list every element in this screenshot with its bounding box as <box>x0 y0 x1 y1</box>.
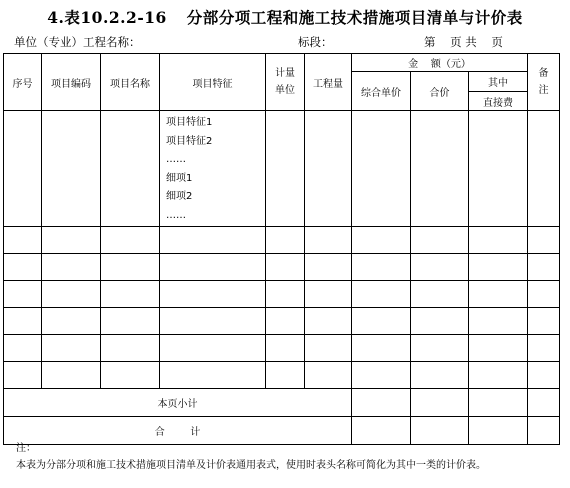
page-subtotal-row <box>4 389 560 417</box>
document-title <box>0 6 570 28</box>
table-row <box>4 308 560 335</box>
header-direct-cost: 直接费 <box>469 92 528 111</box>
header-total: 合价 <box>411 72 469 111</box>
header-remark: 备注 <box>528 54 560 111</box>
table-row <box>4 335 560 362</box>
header-name: 项目名称 <box>101 54 160 111</box>
section-label: 标段： <box>298 35 333 49</box>
pricing-table <box>3 53 560 445</box>
header-amount: 金 额（元） <box>352 54 528 72</box>
header-quantity: 工程量 <box>305 54 352 111</box>
header-among: 其中 <box>469 72 528 92</box>
table-row <box>4 111 560 227</box>
unit-project-label: 单位（专业）工程名称： <box>14 35 141 49</box>
header-feature: 项目特征 <box>160 54 266 111</box>
notes-label: 注： <box>16 443 36 454</box>
notes-text: 本表为分部分项和施工技术措施项目清单及计价表通用表式，使用时表头名称可简化为其中一类的计价表。 <box>16 460 486 471</box>
page-subtotal-label: 本页小计 <box>4 389 352 417</box>
feature-line: 项目特征1 <box>166 117 213 128</box>
page-count-label: 第 页 共 页 <box>424 35 503 49</box>
feature-line: …… <box>166 154 186 165</box>
feature-list <box>160 111 266 227</box>
table-title: 分部分项工程和施工技术措施项目清单与计价表 <box>186 8 523 27</box>
table-number: 4.表10.2.2-16 <box>47 8 167 27</box>
feature-line: 项目特征2 <box>166 135 213 147</box>
notes <box>16 440 486 474</box>
header-code: 项目编码 <box>42 54 101 111</box>
header-unit-price: 综合单价 <box>352 72 411 111</box>
header-seq: 序号 <box>4 54 42 111</box>
header-unit: 计量单位 <box>266 54 305 111</box>
total-label: 合 计 <box>4 417 352 445</box>
table-row <box>4 281 560 308</box>
table-row <box>4 254 560 281</box>
table-row <box>4 227 560 254</box>
table-row <box>4 362 560 389</box>
feature-line: …… <box>166 209 186 221</box>
feature-line: 细项2 <box>166 191 193 202</box>
feature-line: 细项1 <box>166 172 193 184</box>
